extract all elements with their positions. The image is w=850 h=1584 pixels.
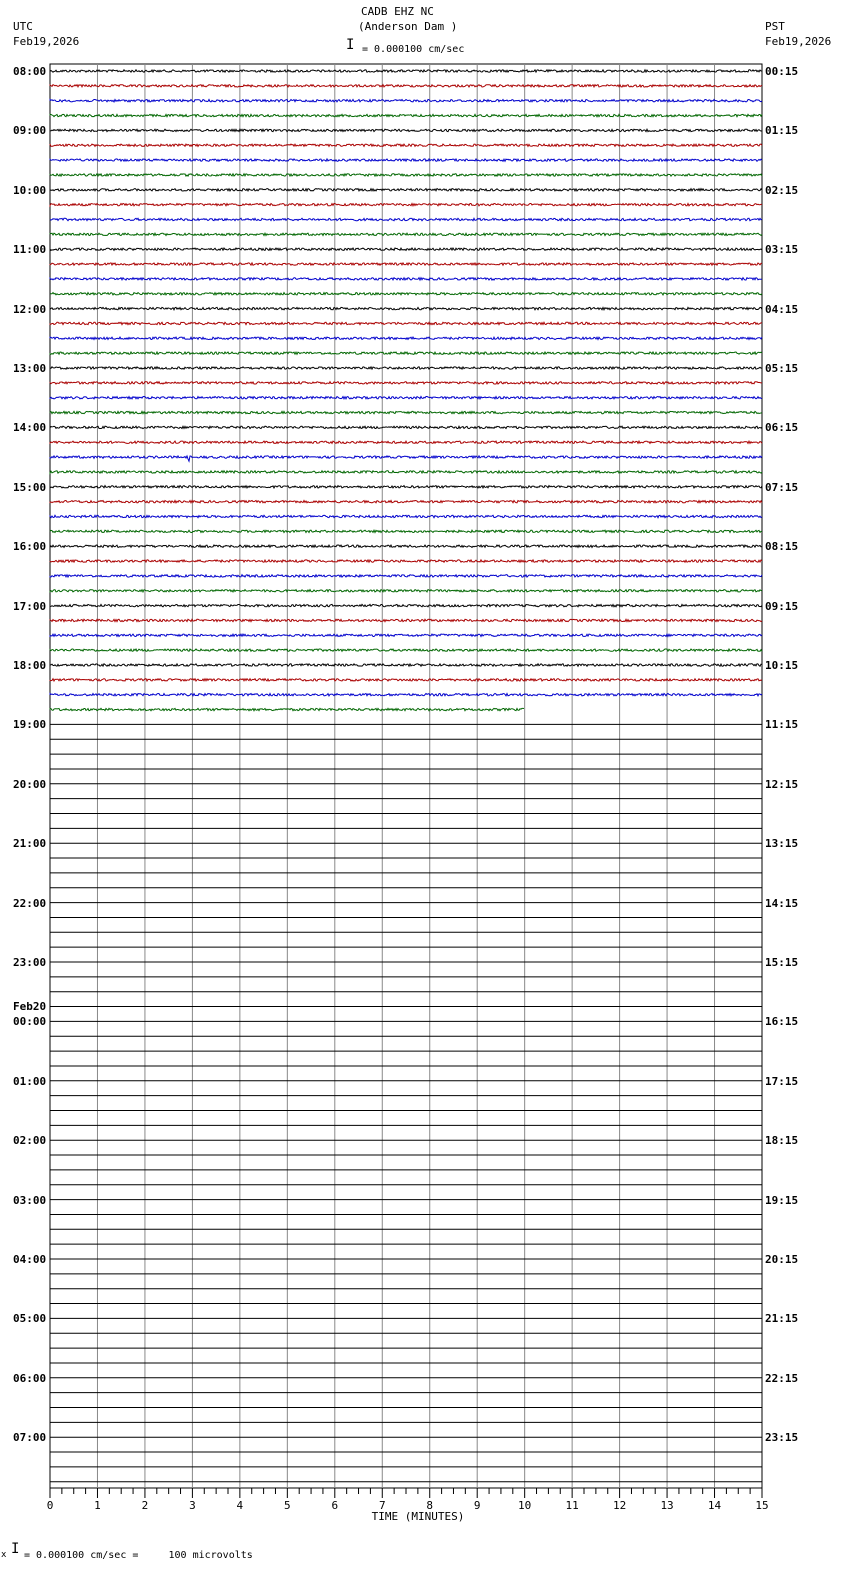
footer-scale-bar-icon: I <box>11 1541 20 1557</box>
pst-hour-label: 09:15 <box>765 599 799 613</box>
trace-row <box>50 515 762 517</box>
x-tick-label: 11 <box>565 1499 579 1512</box>
utc-hour-label: 06:00 <box>13 1371 47 1385</box>
trace-row <box>50 604 762 606</box>
trace-row <box>50 337 762 339</box>
x-tick-label: 5 <box>284 1499 291 1512</box>
pst-date-label: Feb19,2026 <box>765 35 832 48</box>
trace-row <box>50 397 762 399</box>
pst-hour-label: 18:15 <box>765 1134 799 1148</box>
pst-hour-label: 14:15 <box>765 896 799 910</box>
trace-row <box>50 575 762 577</box>
x-tick-label: 0 <box>46 1499 54 1512</box>
x-tick-label: 15 <box>755 1499 769 1512</box>
trace-row <box>50 545 762 547</box>
x-tick-label: 1 <box>94 1499 101 1512</box>
trace-row <box>50 664 762 666</box>
trace-row <box>50 471 762 473</box>
trace-row <box>50 85 762 87</box>
trace-row <box>50 204 762 206</box>
trace-row <box>50 530 762 532</box>
pst-zone-label: PST <box>765 20 785 33</box>
trace-row <box>50 486 762 488</box>
utc-hour-label: 00:00 <box>13 1015 47 1029</box>
utc-hour-label: 22:00 <box>13 896 47 910</box>
utc-hour-label: 05:00 <box>13 1312 47 1326</box>
utc-hour-label: 19:00 <box>13 718 47 732</box>
utc-hour-label: 09:00 <box>13 124 47 138</box>
utc-hour-label: 21:00 <box>13 837 47 851</box>
x-tick-label: 13 <box>660 1499 674 1512</box>
utc-hour-label: 12:00 <box>13 302 47 316</box>
x-tick-label: 10 <box>518 1499 532 1512</box>
trace-row <box>50 233 762 235</box>
pst-hour-label: 23:15 <box>765 1431 799 1445</box>
utc-zone-label: UTC <box>13 20 33 33</box>
footer-scale-label: = 0.000100 cm/sec = 100 microvolts <box>24 1550 253 1561</box>
utc-hour-label: 14:00 <box>13 421 47 435</box>
utc-hour-label: 04:00 <box>13 1253 47 1266</box>
utc-hour-label: 01:00 <box>13 1074 47 1088</box>
utc-hour-label: 03:00 <box>13 1193 47 1207</box>
trace-row <box>50 100 762 102</box>
pst-hour-label: 08:15 <box>765 540 799 554</box>
utc-hour-label: 07:00 <box>13 1431 47 1445</box>
x-tick-label: 6 <box>331 1499 339 1512</box>
trace-row <box>50 619 762 621</box>
pst-hour-label: 12:15 <box>765 777 799 791</box>
pst-hour-label: 04:15 <box>765 302 799 316</box>
pst-hour-label: 19:15 <box>765 1193 799 1207</box>
pst-hour-label: 01:15 <box>765 124 799 138</box>
utc-hour-label: 11:00 <box>13 243 47 257</box>
utc-hour-label: 17:00 <box>13 599 47 613</box>
utc-date-label: Feb19,2026 <box>13 35 80 48</box>
trace-row <box>50 501 762 503</box>
trace-row <box>50 634 762 636</box>
trace-row <box>50 560 762 562</box>
trace-row <box>50 367 762 369</box>
trace-row <box>50 263 762 265</box>
trace-row <box>50 144 762 146</box>
x-tick-label: 12 <box>612 1499 627 1512</box>
trace-row <box>50 441 762 443</box>
pst-hour-label: 00:15 <box>765 65 799 78</box>
x-axis-label: TIME (MINUTES) <box>371 1510 465 1523</box>
trace-row <box>50 278 762 280</box>
trace-row <box>50 218 762 220</box>
pst-hour-label: 15:15 <box>765 956 799 969</box>
pst-hour-label: 21:15 <box>765 1312 799 1326</box>
utc-hour-label: 15:00 <box>13 480 47 494</box>
trace-row <box>50 189 762 191</box>
trace-row <box>50 114 762 116</box>
trace-row <box>50 426 762 428</box>
trace-row <box>50 456 762 461</box>
pst-hour-label: 05:15 <box>765 362 799 375</box>
scale-bar-icon: I <box>346 37 355 53</box>
pst-hour-label: 06:15 <box>765 421 799 435</box>
trace-row <box>50 293 762 295</box>
x-tick-label: 9 <box>473 1499 481 1512</box>
trace-row <box>50 590 762 592</box>
trace-row <box>50 248 762 250</box>
pst-hour-label: 17:15 <box>765 1074 799 1088</box>
utc-hour-label: 20:00 <box>13 777 47 791</box>
x-tick-label: 14 <box>707 1499 722 1512</box>
plot-frame <box>50 64 762 1488</box>
footer-prefix: x <box>1 1550 7 1560</box>
trace-row <box>50 679 762 681</box>
pst-hour-label: 22:15 <box>765 1371 799 1385</box>
station-title: CADB EHZ NC <box>361 5 434 18</box>
trace-row <box>50 70 762 72</box>
trace-row <box>50 159 762 161</box>
utc-hour-label: 13:00 <box>13 362 47 375</box>
pst-hour-label: 11:15 <box>765 718 799 732</box>
pst-hour-label: 02:15 <box>765 183 799 197</box>
trace-row <box>50 694 762 696</box>
utc-hour-label: 10:00 <box>13 183 47 197</box>
trace-row <box>50 382 762 384</box>
pst-hour-label: 16:15 <box>765 1015 799 1029</box>
scale-label: = 0.000100 cm/sec <box>362 44 465 55</box>
x-tick-label: 8 <box>426 1499 434 1512</box>
utc-hour-label: 08:00 <box>13 65 47 78</box>
utc-hour-label: 18:00 <box>13 659 47 672</box>
pst-hour-label: 03:15 <box>765 243 799 257</box>
x-tick-label: 7 <box>378 1499 386 1512</box>
x-tick-label: 3 <box>189 1499 196 1512</box>
trace-row <box>50 174 762 176</box>
pst-hour-label: 20:15 <box>765 1253 799 1266</box>
pst-hour-label: 13:15 <box>765 837 799 851</box>
x-tick-label: 4 <box>236 1499 244 1512</box>
pst-hour-label: 10:15 <box>765 659 799 672</box>
utc-date-change-label: Feb20 <box>13 1000 47 1014</box>
utc-hour-label: 02:00 <box>13 1134 47 1148</box>
trace-row <box>50 129 762 131</box>
utc-hour-label: 23:00 <box>13 956 47 969</box>
station-location: (Anderson Dam ) <box>358 20 458 33</box>
utc-hour-label: 16:00 <box>13 540 47 554</box>
trace-row <box>50 411 762 413</box>
trace-row <box>50 322 762 324</box>
trace-row <box>50 352 762 354</box>
trace-row <box>50 307 762 309</box>
trace-row <box>50 649 762 651</box>
pst-hour-label: 07:15 <box>765 480 799 494</box>
x-tick-label: 2 <box>141 1499 149 1512</box>
